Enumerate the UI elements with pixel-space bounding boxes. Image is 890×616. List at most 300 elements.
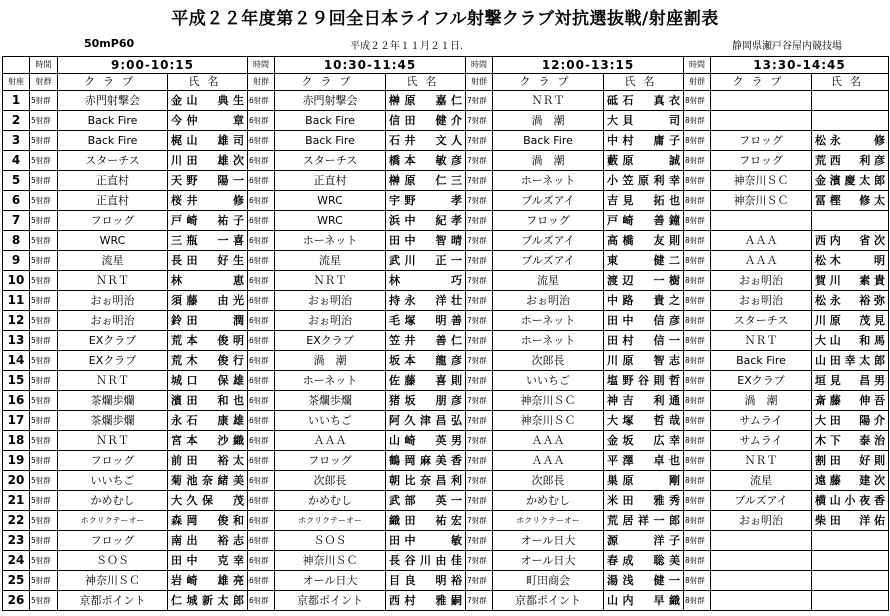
name-cell: 田中 信彦: [604, 311, 684, 331]
table-row: [3, 551, 889, 571]
club-cell: フロッグ: [711, 151, 812, 171]
group-cell: 5射群: [30, 331, 58, 351]
name-cell: 山内 早織: [604, 591, 684, 611]
group-cell: 6射群: [248, 331, 275, 351]
table-row: [3, 191, 889, 211]
group-cell: 6射群: [248, 91, 275, 111]
club-cell: ブルズアイ: [493, 191, 604, 211]
group-cell: 7射群: [466, 231, 493, 251]
name-cell: 川原 茂見: [812, 311, 889, 331]
shooting-position-table: [2, 56, 889, 611]
club-cell: サムライ: [711, 411, 812, 431]
table-row: [3, 371, 889, 391]
group-cell: 7射群: [466, 451, 493, 471]
shaza-number: 6: [3, 191, 30, 211]
group-cell: 8射群: [684, 311, 711, 331]
club-header: クラブ: [493, 74, 604, 91]
group-cell: 8射群: [684, 531, 711, 551]
name-cell: 田中 克幸: [168, 551, 248, 571]
group-cell: 7射群: [466, 431, 493, 451]
group-cell: 8射群: [684, 351, 711, 371]
group-cell: 6射群: [248, 271, 275, 291]
shaza-number: 12: [3, 311, 30, 331]
group-cell: 5射群: [30, 371, 58, 391]
name-cell: 大塚 哲哉: [604, 411, 684, 431]
name-cell: 天野 陽一: [168, 171, 248, 191]
name-cell: 神吉 利通: [604, 391, 684, 411]
group-cell: 8射群: [684, 551, 711, 571]
group-cell: 6射群: [248, 411, 275, 431]
club-cell: ＮＲＴ: [58, 371, 168, 391]
group-cell: 7射群: [466, 291, 493, 311]
club-cell: ＡＡＡ: [493, 451, 604, 471]
name-cell: 戸崎 祐子: [168, 211, 248, 231]
shaza-number: 25: [3, 571, 30, 591]
club-cell: かめむし: [58, 491, 168, 511]
group-cell: 8射群: [684, 371, 711, 391]
name-cell: 山崎 英男: [386, 431, 466, 451]
name-cell: 平澤 卓也: [604, 451, 684, 471]
club-cell: ブルズアイ: [493, 231, 604, 251]
group-header: 射群: [466, 74, 493, 91]
name-cell: 林 恵: [168, 271, 248, 291]
table-row: [3, 271, 889, 291]
name-cell: 宇野 孝: [386, 191, 466, 211]
club-cell: ＡＡＡ: [493, 431, 604, 451]
name-cell: 松永 裕弥: [812, 291, 889, 311]
group-cell: 7射群: [466, 111, 493, 131]
name-cell: 濱田 和也: [168, 391, 248, 411]
club-cell: 正直村: [58, 171, 168, 191]
name-cell: 林 巧: [386, 271, 466, 291]
club-cell: おぉ明治: [275, 291, 386, 311]
club-cell: いいちご: [58, 471, 168, 491]
group-cell: 8射群: [684, 151, 711, 171]
club-cell: ホクリクテーオー: [275, 511, 386, 531]
group-cell: 8射群: [684, 131, 711, 151]
group-cell: 7射群: [466, 171, 493, 191]
club-cell: 京都ポイント: [493, 591, 604, 611]
group-cell: 5射群: [30, 411, 58, 431]
name-cell: 春成 聡美: [604, 551, 684, 571]
group-cell: 7射群: [466, 571, 493, 591]
page-title: 平成２２年度第２９回全日本ライフル射撃クラブ対抗選抜戦/射座割表: [171, 9, 719, 29]
group-cell: 6射群: [248, 491, 275, 511]
shaza-number: 15: [3, 371, 30, 391]
name-cell: 賀川 素貴: [812, 271, 889, 291]
name-cell: 金濱慶太郎: [812, 171, 889, 191]
table-row: [3, 331, 889, 351]
name-cell: 山田幸太郎: [812, 351, 889, 371]
table-row: [3, 491, 889, 511]
name-cell: 横山小夜香: [812, 491, 889, 511]
group-cell: 7射群: [466, 591, 493, 611]
shaza-number: 24: [3, 551, 30, 571]
name-cell: 西内 省次: [812, 231, 889, 251]
time-label: 時間: [248, 57, 275, 74]
club-cell: おぉ明治: [711, 511, 812, 531]
name-cell: 長田 好生: [168, 251, 248, 271]
name-cell: [812, 591, 889, 611]
group-cell: 7射群: [466, 211, 493, 231]
club-cell: 渦 潮: [493, 111, 604, 131]
name-cell: 岩崎 雄亮: [168, 571, 248, 591]
group-cell: 5射群: [30, 231, 58, 251]
club-cell: 赤門射撃会: [275, 91, 386, 111]
name-cell: 遠藤 建次: [812, 471, 889, 491]
group-cell: 7射群: [466, 511, 493, 531]
club-cell: 正直村: [275, 171, 386, 191]
shaza-number: 9: [3, 251, 30, 271]
club-cell: 茶爛歩爛: [58, 391, 168, 411]
shaza-number: 5: [3, 171, 30, 191]
name-header: 氏名: [604, 74, 684, 91]
name-cell: 織田 祐宏: [386, 511, 466, 531]
name-cell: 金山 典生: [168, 91, 248, 111]
club-cell: おぉ明治: [275, 311, 386, 331]
group-cell: 6射群: [248, 151, 275, 171]
time-slot-2: 10:30-11:45: [275, 57, 466, 74]
club-cell: 正直村: [58, 191, 168, 211]
club-cell: [711, 591, 812, 611]
group-cell: 6射群: [248, 211, 275, 231]
name-cell: 朝比奈昌利: [386, 471, 466, 491]
table-row: [3, 131, 889, 151]
club-cell: EXクラブ: [58, 331, 168, 351]
name-cell: 城口 保雄: [168, 371, 248, 391]
name-cell: 鈴田 潤: [168, 311, 248, 331]
table-row: [3, 531, 889, 551]
name-cell: 戸崎 善鐘: [604, 211, 684, 231]
name-cell: 大山 和馬: [812, 331, 889, 351]
name-header: 氏名: [386, 74, 466, 91]
club-cell: [711, 551, 812, 571]
group-cell: 6射群: [248, 111, 275, 131]
name-cell: 永石 康雄: [168, 411, 248, 431]
group-cell: 7射群: [466, 251, 493, 271]
club-cell: Back Fire: [711, 351, 812, 371]
shaza-number: 14: [3, 351, 30, 371]
name-cell: 小笠原利幸: [604, 171, 684, 191]
name-cell: 今仲 章: [168, 111, 248, 131]
name-cell: 源 洋子: [604, 531, 684, 551]
name-cell: 柴田 洋佑: [812, 511, 889, 531]
name-cell: 武川 正一: [386, 251, 466, 271]
group-cell: 8射群: [684, 391, 711, 411]
time-label: 時間: [466, 57, 493, 74]
group-cell: 5射群: [30, 311, 58, 331]
name-cell: 塩野谷則哲: [604, 371, 684, 391]
group-cell: 6射群: [248, 311, 275, 331]
club-cell: 渦 潮: [493, 151, 604, 171]
group-cell: 5射群: [30, 151, 58, 171]
club-cell: ホクリクテーオー: [58, 511, 168, 531]
name-cell: 田中 智晴: [386, 231, 466, 251]
group-cell: 8射群: [684, 571, 711, 591]
club-header: クラブ: [275, 74, 386, 91]
name-cell: 荒居祥一郎: [604, 511, 684, 531]
club-cell: スターチス: [275, 151, 386, 171]
name-cell: 猪坂 朋彦: [386, 391, 466, 411]
group-cell: 5射群: [30, 491, 58, 511]
shaza-number: 8: [3, 231, 30, 251]
name-cell: 笠井 善仁: [386, 331, 466, 351]
club-cell: フロッグ: [275, 451, 386, 471]
group-cell: 7射群: [466, 271, 493, 291]
club-cell: 神奈川ＳＣ: [711, 191, 812, 211]
group-cell: 6射群: [248, 251, 275, 271]
club-cell: 神奈川ＳＣ: [58, 571, 168, 591]
group-cell: 7射群: [466, 551, 493, 571]
club-cell: 京都ポイント: [275, 591, 386, 611]
name-cell: 須藤 由光: [168, 291, 248, 311]
name-cell: 東 健二: [604, 251, 684, 271]
group-cell: 6射群: [248, 511, 275, 531]
name-cell: 仁城新太郎: [168, 591, 248, 611]
shaza-number: 20: [3, 471, 30, 491]
group-cell: 5射群: [30, 531, 58, 551]
club-cell: 赤門射撃会: [58, 91, 168, 111]
group-cell: 5射群: [30, 591, 58, 611]
shaza-number: 13: [3, 331, 30, 351]
club-cell: 次郎長: [275, 471, 386, 491]
club-cell: ブルズアイ: [711, 491, 812, 511]
name-cell: [812, 571, 889, 591]
group-cell: 5射群: [30, 511, 58, 531]
name-cell: 荒本 俊明: [168, 331, 248, 351]
group-cell: 5射群: [30, 191, 58, 211]
club-cell: 流星: [493, 271, 604, 291]
club-cell: Back Fire: [275, 131, 386, 151]
club-header: クラブ: [58, 74, 168, 91]
name-cell: 武部 英一: [386, 491, 466, 511]
group-header: 射群: [248, 74, 275, 91]
table-row: [3, 511, 889, 531]
name-cell: 長谷川由佳: [386, 551, 466, 571]
name-cell: 菊池奈緒美: [168, 471, 248, 491]
name-cell: 西村 雅嗣: [386, 591, 466, 611]
name-cell: 巣原 剛: [604, 471, 684, 491]
club-cell: フロッグ: [58, 211, 168, 231]
club-cell: [711, 571, 812, 591]
club-cell: 流星: [711, 471, 812, 491]
group-cell: 5射群: [30, 351, 58, 371]
name-cell: 砥石 真衣: [604, 91, 684, 111]
club-cell: EXクラブ: [58, 351, 168, 371]
name-cell: 宮本 沙織: [168, 431, 248, 451]
shaza-number: 17: [3, 411, 30, 431]
name-cell: 石井 文人: [386, 131, 466, 151]
group-cell: 6射群: [248, 131, 275, 151]
club-cell: ＡＡＡ: [711, 251, 812, 271]
table-row: [3, 451, 889, 471]
shaza-number: 1: [3, 91, 30, 111]
name-cell: 松永 修: [812, 131, 889, 151]
club-cell: WRC: [275, 191, 386, 211]
club-cell: ホーネット: [493, 171, 604, 191]
club-cell: [711, 111, 812, 131]
name-cell: 榊原 仁三: [386, 171, 466, 191]
club-cell: ホーネット: [493, 331, 604, 351]
name-cell: 橋本 敏彦: [386, 151, 466, 171]
shaza-number: 23: [3, 531, 30, 551]
name-cell: 中路 貴之: [604, 291, 684, 311]
name-cell: 鶴岡麻美香: [386, 451, 466, 471]
group-header: 射群: [30, 74, 58, 91]
shaza-number: 11: [3, 291, 30, 311]
name-cell: [812, 551, 889, 571]
group-cell: 5射群: [30, 171, 58, 191]
group-cell: 6射群: [248, 591, 275, 611]
name-cell: 割田 好則: [812, 451, 889, 471]
name-cell: 森岡 俊和: [168, 511, 248, 531]
table-row: [3, 351, 889, 371]
club-cell: 神奈川ＳＣ: [493, 411, 604, 431]
club-cell: フロッグ: [493, 211, 604, 231]
name-cell: 冨樫 修太: [812, 191, 889, 211]
group-cell: 5射群: [30, 131, 58, 151]
club-cell: 神奈川ＳＣ: [493, 391, 604, 411]
club-cell: WRC: [58, 231, 168, 251]
name-cell: 南出 裕志: [168, 531, 248, 551]
name-cell: 持永 洋壮: [386, 291, 466, 311]
name-cell: 斎藤 伸吾: [812, 391, 889, 411]
name-cell: 金坂 広幸: [604, 431, 684, 451]
name-cell: 目良 明裕: [386, 571, 466, 591]
name-cell: 前田 裕太: [168, 451, 248, 471]
group-cell: 7射群: [466, 331, 493, 351]
group-cell: 6射群: [248, 431, 275, 451]
table-row: [3, 571, 889, 591]
group-cell: 8射群: [684, 111, 711, 131]
club-cell: ＮＲＴ: [58, 271, 168, 291]
group-cell: 5射群: [30, 91, 58, 111]
group-cell: 5射群: [30, 271, 58, 291]
shaza-number: 18: [3, 431, 30, 451]
club-cell: ＡＡＡ: [275, 431, 386, 451]
name-cell: [812, 111, 889, 131]
name-cell: 大田 陽介: [812, 411, 889, 431]
group-cell: 7射群: [466, 151, 493, 171]
name-cell: 藪原 誠: [604, 151, 684, 171]
club-cell: おぉ明治: [493, 291, 604, 311]
name-cell: 榊原 嘉仁: [386, 91, 466, 111]
club-cell: オール日大: [493, 531, 604, 551]
group-cell: 5射群: [30, 111, 58, 131]
club-cell: いいちご: [275, 411, 386, 431]
name-cell: 吉見 拓也: [604, 191, 684, 211]
club-cell: 神奈川ＳＣ: [711, 171, 812, 191]
name-header: 氏名: [812, 74, 889, 91]
name-cell: 高橋 友則: [604, 231, 684, 251]
group-cell: 6射群: [248, 451, 275, 471]
group-cell: 5射群: [30, 431, 58, 451]
time-slot-1: 9:00-10:15: [58, 57, 248, 74]
club-cell: ＳＯＳ: [275, 531, 386, 551]
club-cell: ＮＲＴ: [493, 91, 604, 111]
group-cell: 8射群: [684, 591, 711, 611]
club-cell: 町田商会: [493, 571, 604, 591]
group-cell: 6射群: [248, 551, 275, 571]
club-cell: ＮＲＴ: [711, 331, 812, 351]
group-cell: 5射群: [30, 391, 58, 411]
group-cell: 7射群: [466, 91, 493, 111]
club-cell: おぉ明治: [711, 271, 812, 291]
group-cell: 6射群: [248, 531, 275, 551]
table-row: [3, 151, 889, 171]
club-cell: 渦 潮: [711, 391, 812, 411]
name-cell: 佐藤 喜則: [386, 371, 466, 391]
name-cell: 垣見 昌男: [812, 371, 889, 391]
table-row: [3, 291, 889, 311]
name-cell: [812, 211, 889, 231]
club-cell: ホクリクテーオー: [493, 511, 604, 531]
name-cell: 荒木 俊行: [168, 351, 248, 371]
name-cell: 毛塚 明善: [386, 311, 466, 331]
club-cell: ＮＲＴ: [711, 451, 812, 471]
group-cell: 7射群: [466, 131, 493, 151]
club-cell: おぉ明治: [58, 291, 168, 311]
group-cell: 6射群: [248, 291, 275, 311]
club-cell: Back Fire: [58, 111, 168, 131]
club-cell: ホーネット: [493, 311, 604, 331]
time-slot-4: 13:30-14:45: [711, 57, 889, 74]
table-row: [3, 591, 889, 611]
club-cell: 次郎長: [493, 351, 604, 371]
group-cell: 6射群: [248, 231, 275, 251]
name-cell: 木下 泰治: [812, 431, 889, 451]
club-cell: 茶爛歩爛: [275, 391, 386, 411]
club-cell: [711, 531, 812, 551]
club-cell: フロッグ: [58, 451, 168, 471]
name-cell: 梶山 雄司: [168, 131, 248, 151]
club-cell: ＡＡＡ: [711, 231, 812, 251]
table-row: [3, 411, 889, 431]
group-cell: 8射群: [684, 331, 711, 351]
club-cell: ＮＲＴ: [58, 431, 168, 451]
group-cell: 5射群: [30, 571, 58, 591]
club-cell: いいちご: [493, 371, 604, 391]
corner-cell: [3, 57, 30, 74]
shaza-number: 21: [3, 491, 30, 511]
club-cell: [711, 211, 812, 231]
club-cell: Back Fire: [58, 131, 168, 151]
group-cell: 7射群: [466, 411, 493, 431]
name-cell: 大久保 茂: [168, 491, 248, 511]
group-cell: 7射群: [466, 191, 493, 211]
club-cell: 京都ポイント: [58, 591, 168, 611]
group-cell: 5射群: [30, 451, 58, 471]
group-cell: 7射群: [466, 311, 493, 331]
name-cell: 坂本 龍彦: [386, 351, 466, 371]
shaza-number: 7: [3, 211, 30, 231]
group-cell: 8射群: [684, 171, 711, 191]
group-cell: 6射群: [248, 471, 275, 491]
group-cell: 7射群: [466, 471, 493, 491]
shaza-number: 19: [3, 451, 30, 471]
venue-label: 静岡県瀬戸谷屋内競技場: [732, 41, 842, 52]
club-cell: 流星: [58, 251, 168, 271]
club-cell: WRC: [275, 211, 386, 231]
name-cell: 川田 雄次: [168, 151, 248, 171]
name-cell: 松木 明: [812, 251, 889, 271]
group-cell: 6射群: [248, 351, 275, 371]
shaza-number: 4: [3, 151, 30, 171]
club-cell: オール日大: [493, 551, 604, 571]
group-cell: 7射群: [466, 371, 493, 391]
group-cell: 8射群: [684, 431, 711, 451]
group-cell: 6射群: [248, 391, 275, 411]
